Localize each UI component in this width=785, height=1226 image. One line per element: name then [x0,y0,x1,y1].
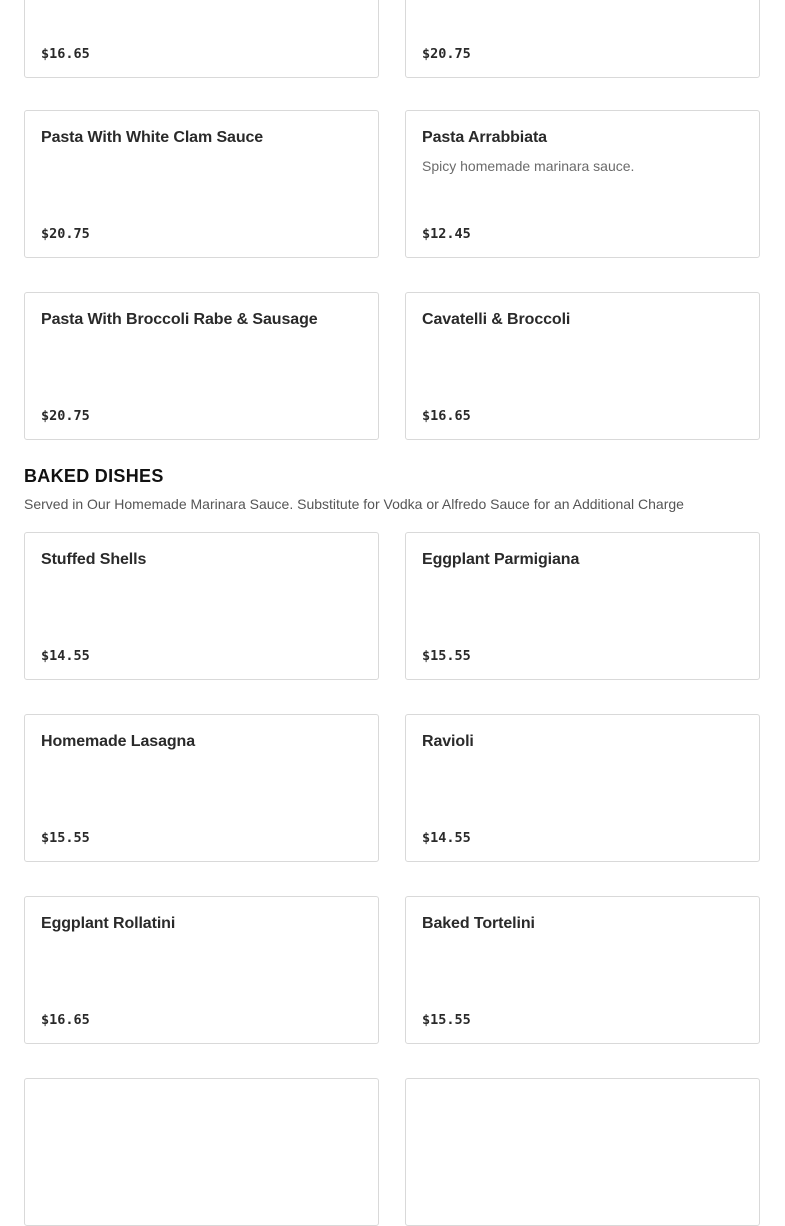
menu-item-price: $15.55 [422,1012,471,1028]
menu-item-price: $16.65 [422,408,471,424]
menu-item-card[interactable] [24,292,379,440]
menu-item-name: Ravioli [422,733,474,750]
menu-item-card[interactable] [405,0,760,78]
menu-item-name: Eggplant Rollatini [41,915,176,932]
menu-item-card[interactable] [24,1078,379,1226]
menu-item-card[interactable] [405,896,760,1044]
menu-item-card[interactable] [405,110,760,258]
section-subtitle: Served in Our Homemade Marinara Sauce. Substitute for Vodka or Alfredo Sauce for an Additional Charge [24,496,684,512]
menu-item-card[interactable] [24,532,379,680]
menu-item-name: Pasta With White Clam Sauce [41,129,264,146]
menu-item-card[interactable] [24,0,379,78]
menu-item-name: Stuffed Shells [41,551,147,568]
menu-item-price: $16.65 [41,46,90,62]
menu-item-card[interactable] [405,1078,760,1226]
menu-item-card[interactable] [24,714,379,862]
menu-item-price: $14.55 [41,648,90,664]
menu-item-card[interactable] [405,292,760,440]
menu-item-price: $16.65 [41,1012,90,1028]
menu-item-name: Eggplant Parmigiana [422,551,580,568]
menu-item-name: Homemade Lasagna [41,733,196,750]
menu-item-price: $12.45 [422,226,471,242]
menu-item-card[interactable] [405,714,760,862]
menu-item-price: $14.55 [422,830,471,846]
menu-item-name: Pasta With Broccoli Rabe & Sausage [41,311,318,328]
menu-item-price: $20.75 [422,46,471,62]
menu-item-price: $15.55 [422,648,471,664]
menu-item-description: Spicy homemade marinara sauce. [422,158,635,174]
menu-item-card[interactable] [405,532,760,680]
menu-item-name: Pasta Arrabbiata [422,129,547,146]
menu-item-price: $15.55 [41,830,90,846]
menu-item-card[interactable] [24,110,379,258]
menu-item-price: $20.75 [41,408,90,424]
menu-item-name: Cavatelli & Broccoli [422,311,571,328]
menu-item-card[interactable] [24,896,379,1044]
menu-item-name: Baked Tortelini [422,915,535,932]
section-title: BAKED DISHES [24,466,164,486]
menu-item-price: $20.75 [41,226,90,242]
